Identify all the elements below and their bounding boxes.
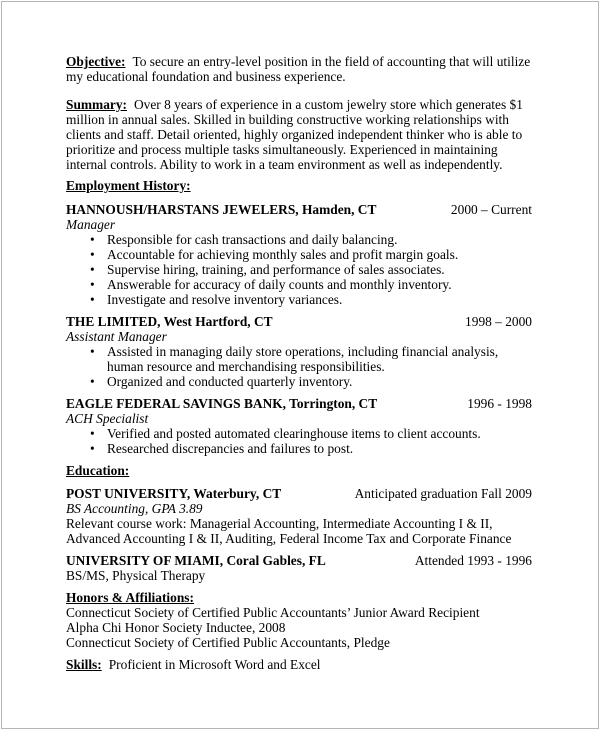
job-bullet-list (66, 232, 532, 307)
school-name: UNIVERSITY OF MIAMI, Coral Gables, FL (66, 553, 326, 568)
school-coursework: Relevant course work: Managerial Accounting, Intermediate Accounting I & II, Advanced Accounting I & II, Auditing, Federal Income Tax and Corporate Finance (66, 516, 512, 546)
company-name: EAGLE FEDERAL SAVINGS BANK, Torrington, CT (66, 396, 378, 411)
job-bullet: • Accountable for achieving monthly sales and profit margin goals. (66, 247, 532, 262)
school-degree: BS/MS, Physical Therapy (66, 568, 206, 583)
objective-paragraph (66, 54, 532, 84)
job-bullet: • Answerable for accuracy of daily counts and monthly inventory. (66, 277, 532, 292)
job-header-row (66, 202, 532, 217)
school-entry-post (66, 486, 532, 546)
objective-text: To secure an entry-level position in the field of accounting that will utilize my educational foundation and business experience. (66, 54, 531, 84)
job-bullet: • Investigate and resolve inventory variances. (66, 292, 532, 307)
school-dates: Anticipated graduation Fall 2009 (354, 486, 532, 501)
job-bullet: • Assisted in managing daily store operations, including financial analysis, human resource and merchandising responsibilities. (66, 344, 532, 374)
honors-item: Alpha Chi Honor Society Inductee, 2008 (66, 620, 286, 635)
skills-label: Skills: (66, 657, 102, 672)
school-entry-miami (66, 553, 532, 583)
job-title: Assistant Manager (66, 329, 167, 344)
company-name: HANNOUSH/HARSTANS JEWELERS, Hamden, CT (66, 202, 377, 217)
skills-text: Proficient in Microsoft Word and Excel (108, 657, 321, 672)
school-header-row (66, 486, 532, 501)
company-name: THE LIMITED, West Hartford, CT (66, 314, 273, 329)
honors-item: Connecticut Society of Certified Public Accountants’ Junior Award Recipient (66, 605, 480, 620)
education-heading: Education: (66, 463, 130, 478)
honors-section (66, 590, 532, 650)
job-entry-hannoush (66, 202, 532, 307)
job-bullet: • Researched discrepancies and failures to post. (66, 441, 532, 456)
job-bullet: • Supervise hiring, training, and performance of sales associates. (66, 262, 532, 277)
employment-history-heading: Employment History: (66, 178, 191, 193)
job-dates: 1998 – 2000 (465, 314, 532, 329)
summary-label: Summary: (66, 97, 127, 112)
job-header-row (66, 314, 532, 329)
honors-item: Connecticut Society of Certified Public Accountants, Pledge (66, 635, 390, 650)
job-bullet-list (66, 426, 532, 456)
job-title: ACH Specialist (66, 411, 149, 426)
school-name: POST UNIVERSITY, Waterbury, CT (66, 486, 282, 501)
job-title: Manager (66, 217, 116, 232)
summary-paragraph (66, 97, 532, 172)
honors-heading: Honors & Affiliations: (66, 590, 194, 605)
school-dates: Attended 1993 - 1996 (414, 553, 532, 568)
job-bullet: • Responsible for cash transactions and daily balancing. (66, 232, 532, 247)
job-entry-eagle (66, 396, 532, 456)
job-header-row (66, 396, 532, 411)
job-bullet-list (66, 344, 532, 389)
job-bullet: • Verified and posted automated clearinghouse items to client accounts. (66, 426, 532, 441)
objective-label: Objective: (66, 54, 126, 69)
skills-paragraph (66, 657, 532, 672)
job-bullet: • Organized and conducted quarterly inventory. (66, 374, 532, 389)
school-degree: BS Accounting, GPA 3.89 (66, 501, 203, 516)
job-entry-limited (66, 314, 532, 389)
job-dates: 1996 - 1998 (467, 396, 532, 411)
school-header-row (66, 553, 532, 568)
job-dates: 2000 – Current (450, 202, 532, 217)
summary-text: Over 8 years of experience in a custom jewelry store which generates $1 million in annual sales. Skilled in building constructive working relationships with clients and staff. Detail oriented, highly organized independent thinker who is able to prioritize and process multiple tasks simultaneously. Experienced in maintaining internal controls. Ability to work in a team environment as well as independently. (66, 97, 523, 172)
